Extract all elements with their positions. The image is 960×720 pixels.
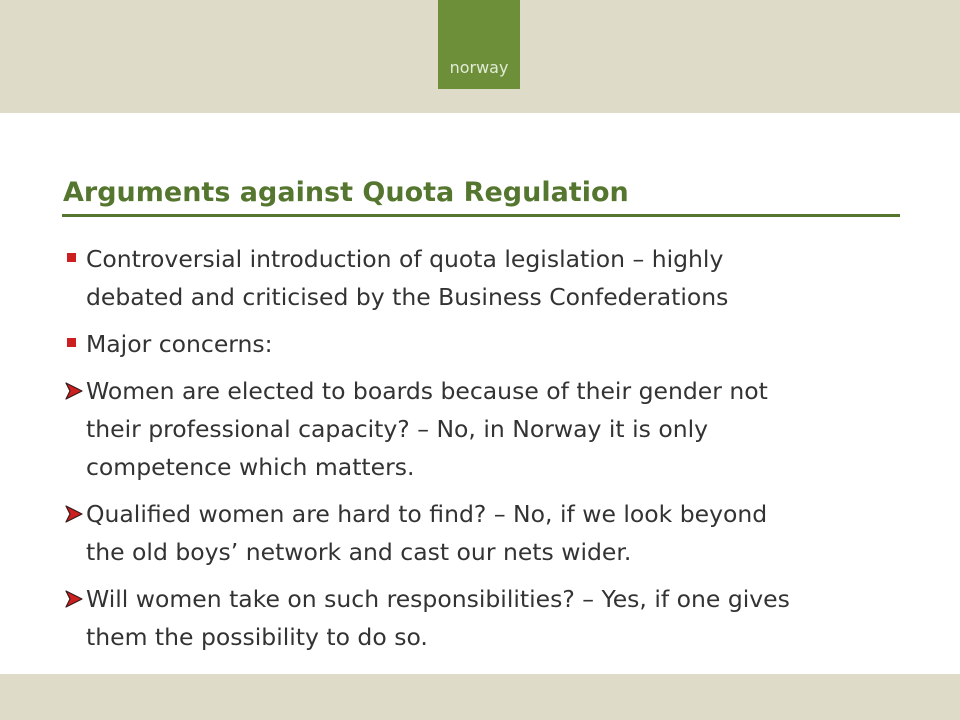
- bullet-line: Will women take on such responsibilities? – Yes, if one gives: [86, 585, 790, 613]
- bullet-line: them the possibility to do so.: [86, 623, 428, 651]
- bullet-line: Major concerns:: [86, 330, 273, 358]
- footer-band: [0, 674, 960, 720]
- title-underline: [62, 214, 900, 217]
- bullet-line: the old boys’ network and cast our nets wider.: [86, 538, 632, 566]
- header-band: [0, 0, 960, 113]
- bullet-line: competence which matters.: [86, 453, 415, 481]
- bullet-item: [64, 240, 884, 316]
- bullet-line: Controversial introduction of quota legislation – highly: [86, 245, 724, 273]
- bullet-list: [64, 240, 884, 665]
- square-bullet-icon: [64, 240, 84, 278]
- bullet-line: debated and criticised by the Business Confederations: [86, 283, 729, 311]
- arrow-bullet-icon: [64, 495, 84, 533]
- bullet-item: [64, 325, 884, 363]
- logo-text: norway: [449, 58, 509, 77]
- bullet-item: [64, 495, 884, 571]
- slide-title: Arguments against Quota Regulation: [63, 177, 629, 208]
- norway-logo: [438, 0, 520, 89]
- square-bullet-icon: [64, 325, 84, 363]
- bullet-line: their professional capacity? – No, in Norway it is only: [86, 415, 709, 443]
- bullet-item: [64, 372, 884, 486]
- arrow-bullet-icon: [64, 580, 84, 618]
- bullet-line: Women are elected to boards because of their gender not: [86, 377, 768, 405]
- bullet-line: Qualified women are hard to find? – No, if we look beyond: [86, 500, 768, 528]
- arrow-bullet-icon: [64, 372, 84, 410]
- bullet-item: [64, 580, 884, 656]
